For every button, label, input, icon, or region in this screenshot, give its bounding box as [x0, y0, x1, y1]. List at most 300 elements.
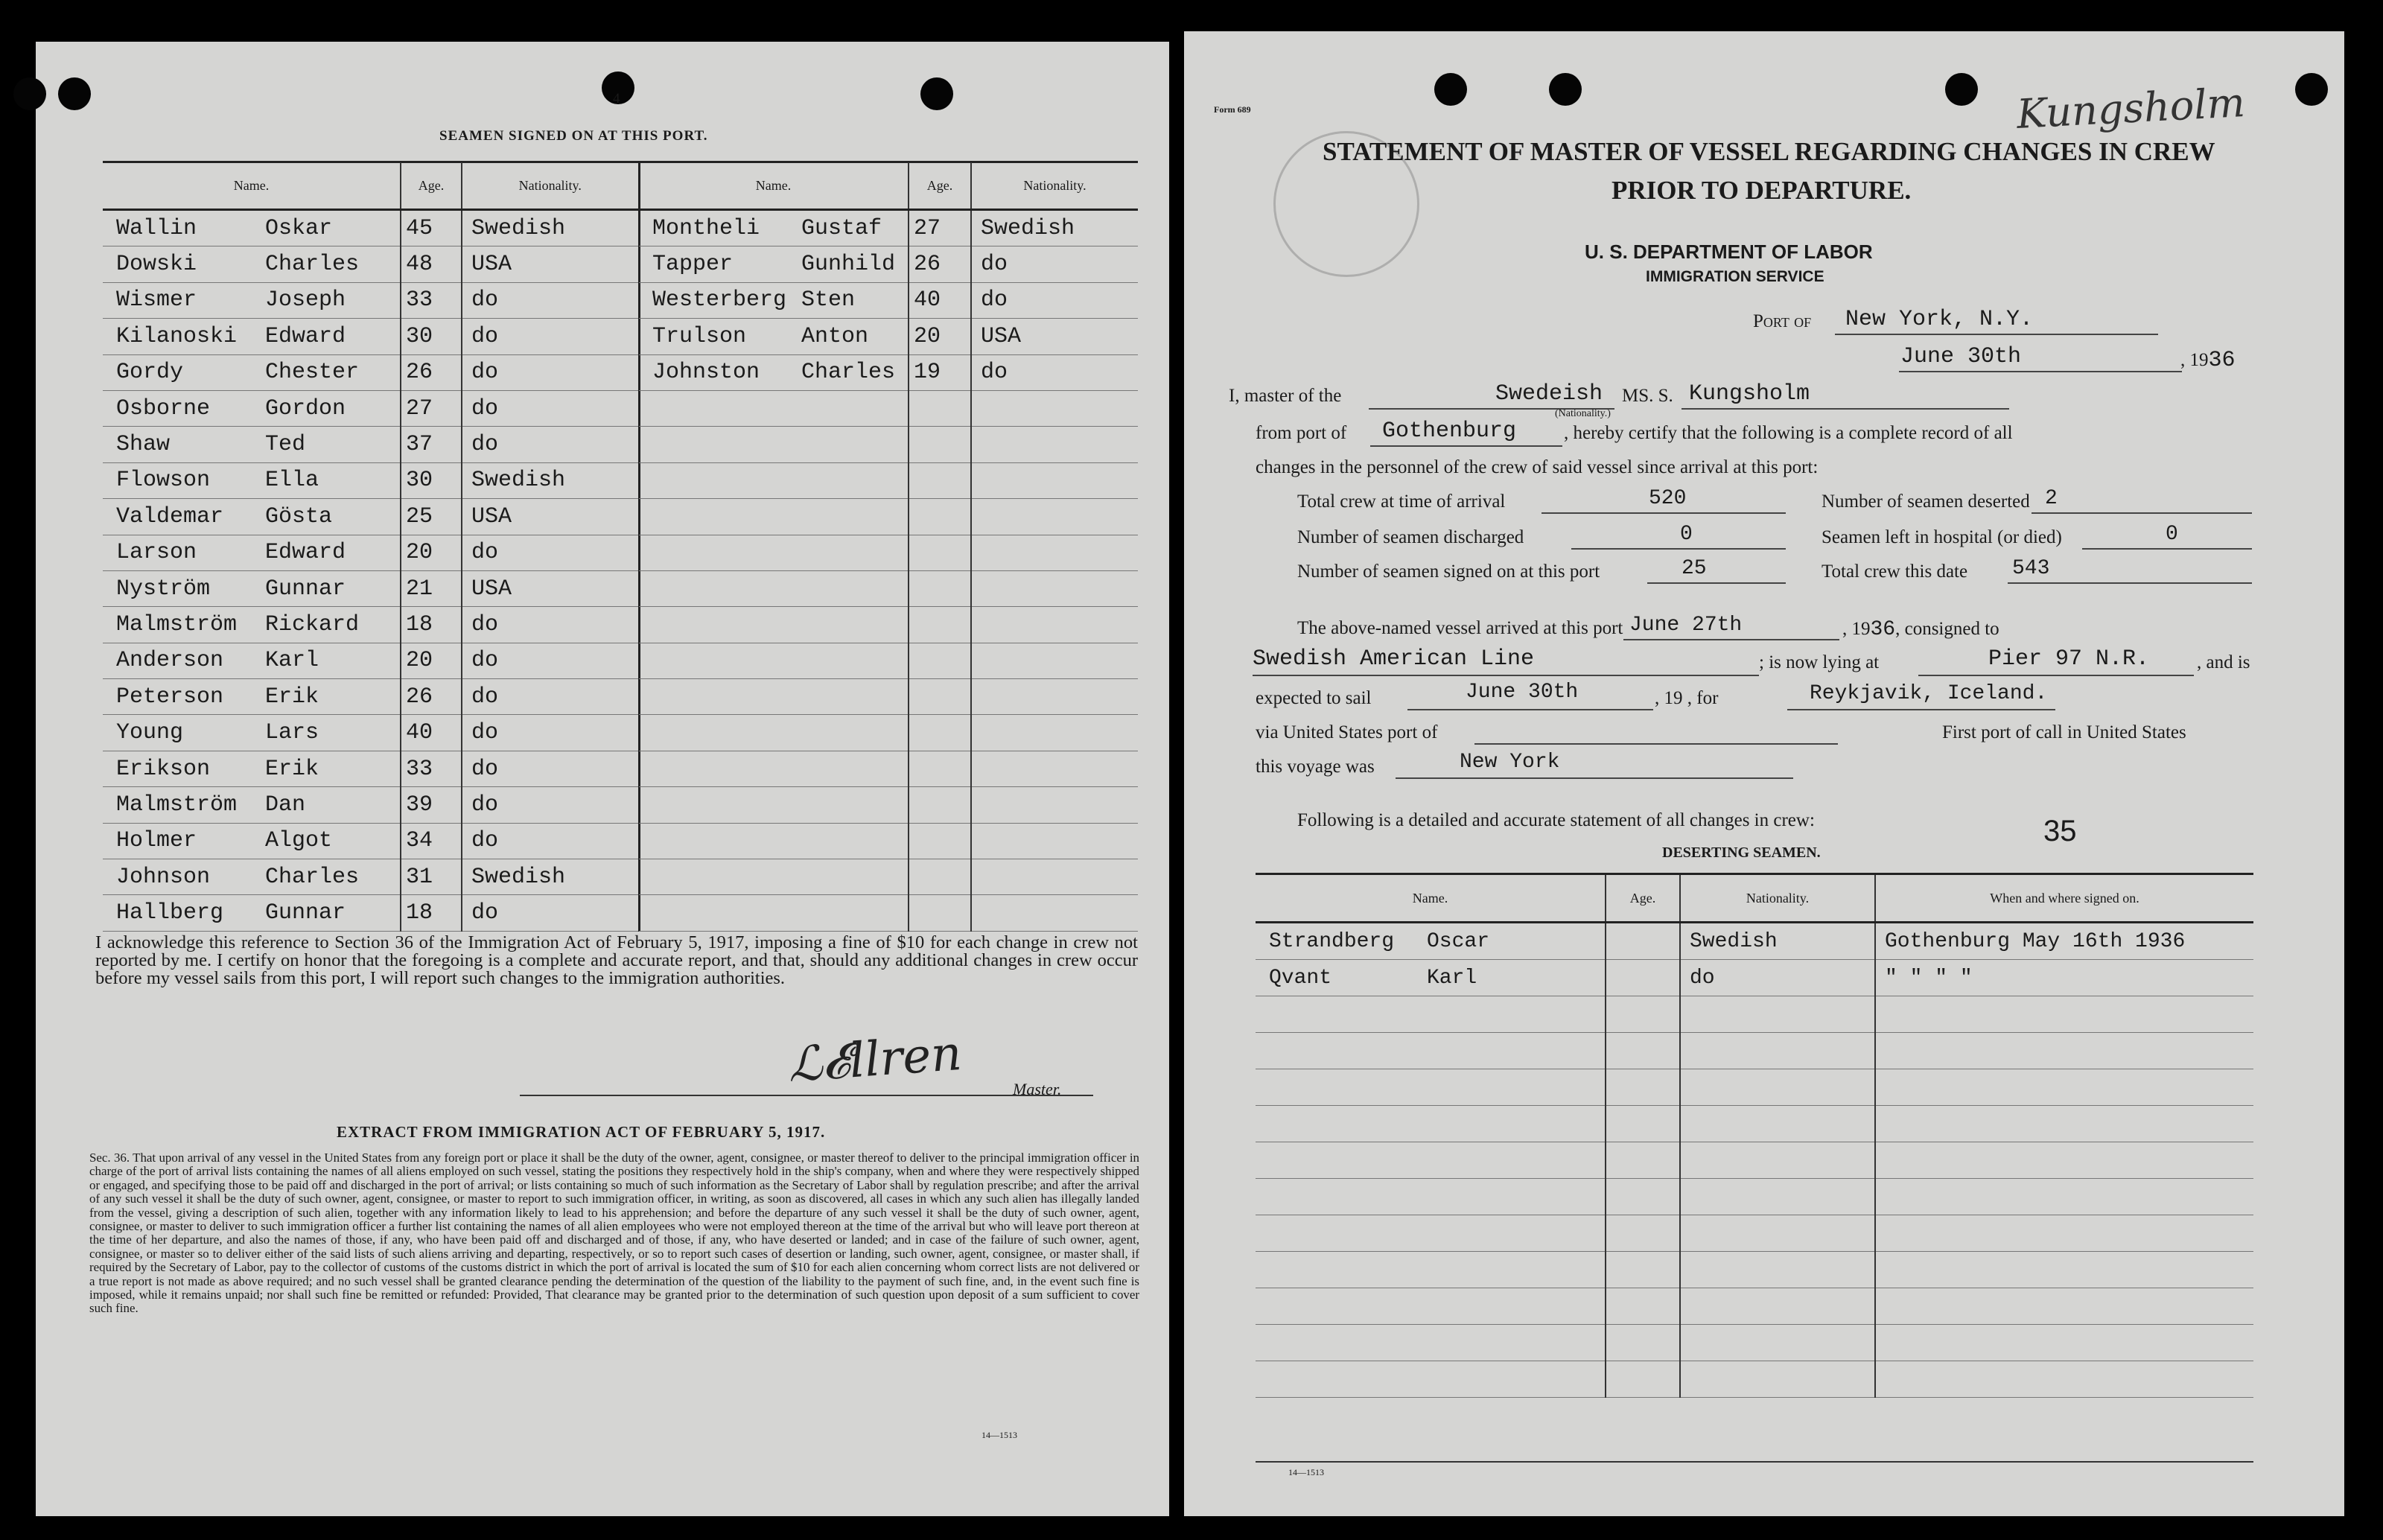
- last-name: Nyström: [116, 576, 211, 602]
- stat-deserted: 2: [2045, 487, 2058, 510]
- empty-cell: [1875, 1106, 2253, 1142]
- table-row: [639, 462, 1138, 498]
- stat-field: [2032, 489, 2252, 514]
- seaman-name: [103, 859, 401, 895]
- arrived-year: 36: [1870, 618, 1896, 641]
- voyage-field: [1396, 754, 1793, 779]
- empty-cell: [1875, 1288, 2253, 1325]
- from-port-label: from port of: [1256, 423, 1347, 443]
- table-row: [103, 751, 639, 786]
- extract-title: EXTRACT FROM IMMIGRATION ACT OF FEBRUARY 5, 1917.: [337, 1123, 826, 1141]
- first-name: Charles: [265, 252, 360, 278]
- stat-field: [1571, 524, 1786, 550]
- seaman-nationality: USA: [462, 499, 639, 535]
- empty-cell: [971, 499, 1138, 535]
- empty-cell: [1875, 1252, 2253, 1288]
- table-row: [639, 787, 1138, 823]
- seaman-nationality: do: [462, 679, 639, 715]
- seaman-nationality: do: [462, 715, 639, 751]
- empty-cell: [909, 679, 971, 715]
- empty-cell: [639, 751, 909, 786]
- lying-at-label: ; is now lying at: [1759, 652, 1880, 672]
- vessel-name: Kungsholm: [1689, 381, 1810, 407]
- seaman-nationality: do: [462, 787, 639, 823]
- last-name: Valdemar: [116, 503, 224, 529]
- empty-cell: [971, 751, 1138, 786]
- via-field: [1474, 719, 1838, 745]
- seaman-name: [103, 570, 401, 606]
- last-name: Erikson: [116, 756, 211, 782]
- empty-cell: [1606, 1069, 1680, 1106]
- table-row: [639, 535, 1138, 570]
- table-row: [1256, 1069, 2253, 1106]
- seaman-nationality: Swedish: [462, 859, 639, 895]
- first-name: Karl: [1427, 966, 1477, 990]
- table-row: [639, 679, 1138, 715]
- empty-cell: [971, 462, 1138, 498]
- empty-cell: [909, 643, 971, 678]
- empty-cell: [1680, 1215, 1875, 1252]
- empty-cell: [1875, 1361, 2253, 1398]
- seaman-name: [103, 282, 401, 318]
- first-name: Charles: [801, 360, 896, 386]
- empty-cell: [909, 499, 971, 535]
- empty-cell: [1606, 1252, 1680, 1288]
- stat-total-arrival: 520: [1649, 487, 1687, 510]
- table-row: [1256, 1106, 2253, 1142]
- empty-cell: [1606, 1361, 1680, 1398]
- stat-field: [1647, 559, 1786, 584]
- last-name: Trulson: [652, 323, 747, 349]
- empty-cell: [971, 643, 1138, 678]
- last-name: Young: [116, 720, 184, 746]
- seaman-name: [103, 679, 401, 715]
- last-name: Tapper: [652, 252, 734, 278]
- empty-cell: [639, 859, 909, 895]
- section-title: SEAMEN SIGNED ON AT THIS PORT.: [439, 128, 708, 144]
- table-row: [103, 715, 639, 751]
- stat-hospital: 0: [2166, 523, 2178, 546]
- signed-on-info: Gothenburg May 16th 1936: [1875, 923, 2253, 960]
- empty-cell: [1256, 1252, 1606, 1288]
- table-row: [1256, 1252, 2253, 1288]
- first-name: Gunnar: [265, 576, 346, 602]
- empty-cell: [639, 390, 909, 426]
- stat-discharged: 0: [1680, 523, 1693, 546]
- seaman-age: 21: [401, 570, 462, 606]
- deserting-title: DESERTING SEAMEN.: [1662, 844, 1821, 861]
- empty-cell: [1256, 1033, 1606, 1069]
- table-row: [103, 319, 639, 354]
- seaman-name: [103, 210, 401, 246]
- last-name: Montheli: [652, 215, 760, 241]
- handwritten-vessel-note: Kungsholm: [2015, 79, 2247, 138]
- empty-cell: [1606, 1033, 1680, 1069]
- empty-cell: [639, 535, 909, 570]
- table-row: [103, 462, 639, 498]
- table-row: [103, 787, 639, 823]
- signed-on-info: " " " ": [1875, 960, 2253, 996]
- table-row: [639, 859, 1138, 895]
- table-row: [1256, 960, 2253, 996]
- empty-cell: [1606, 1106, 1680, 1142]
- empty-cell: [1680, 996, 1875, 1033]
- seaman-name: [103, 246, 401, 282]
- empty-cell: [639, 787, 909, 823]
- seaman-nationality: do: [971, 354, 1138, 390]
- empty-cell: [1875, 996, 2253, 1033]
- seaman-name: [103, 499, 401, 535]
- first-name: Gunhild: [801, 252, 896, 278]
- margin-number: 35: [2043, 815, 2077, 847]
- empty-cell: [1606, 1179, 1680, 1215]
- last-name: Osborne: [116, 395, 211, 421]
- empty-cell: [971, 895, 1138, 931]
- table-row: [103, 427, 639, 462]
- first-name: Rickard: [265, 611, 360, 637]
- empty-cell: [639, 643, 909, 678]
- certify-text: , hereby certify that the following is a complete record of all: [1564, 423, 2013, 443]
- last-name: Larson: [116, 540, 197, 566]
- stat-label-discharged: Number of seamen discharged: [1297, 527, 1524, 547]
- extract-text: Sec. 36. That upon arrival of any vessel in the United States from any foreign port or place it shall be the duty of the owner, agent, consignee, or master thereof to deliver to the principal immigration officer in charge of the port of arrival lists containing the names of all aliens employed on such vessel, stating the positions they respectively hold in the ship's company, when and where they were respectively shipped or engaged, and specifying those to be paid off and discharged in the port of arrival; or lists containing so much of such information as the Secretary of Labor shall by regulation prescribe; and after the arrival of any such vessel it shall be the duty of such owner, agent, consignee, or master to report to such immigration officer, in writing, as soon as discovered, all cases in which any such alien has illegally landed from the vessel, giving a description of such alien, together with any information likely to lead to his apprehension; and before the departure of any such vessel it shall be the duty of such owner, agent, consignee, or master to deliver to such immigration officer a further list containing the names of all alien employees who were not employed thereon at the time of the arrival but who will leave port thereon at the time of her departure, and also the names of those, if any, who have been paid off and discharged and of those, if any, who have deserted or landed; and in case of the failure of such owner, agent, consignee, or master so to deliver either of the said lists of such aliens arriving and departing, respectively, or so to report such cases of desertion or landing, such owner, agent, consignee, or master shall, if required by the Secretary of Labor, pay to the collector of customs of the customs district in which the port of arrival is located the sum of $10 for each alien concerning whom correct lists are not delivered or a true report is not made as above required; and no such vessel shall be granted clearance pending the determination of the question of the liability to the payment of such fine, and, in the event such fine is imposed, while it remains unpaid; nor shall such fine be remitted or refunded: Provided, That clearance may be granted prior to the determination of such question upon deposit of a sum sufficient to cover such fine.: [89, 1151, 1139, 1316]
- empty-cell: [909, 427, 971, 462]
- column-header-nationality: Nationality.: [1680, 874, 1875, 923]
- seaman-age: 20: [909, 319, 971, 354]
- empty-cell: [971, 859, 1138, 895]
- first-name: Ted: [265, 432, 306, 458]
- last-name: Malmström: [116, 792, 238, 818]
- last-name: Shaw: [116, 432, 171, 458]
- seaman-nationality: Swedish: [462, 462, 639, 498]
- empty-cell: [1875, 1069, 2253, 1106]
- first-name: Gunnar: [265, 900, 346, 926]
- seaman-name: [103, 895, 401, 931]
- first-name: Dan: [265, 792, 306, 818]
- last-name: Dowski: [116, 252, 197, 278]
- seaman-nationality: do: [462, 319, 639, 354]
- seaman-nationality: do: [971, 282, 1138, 318]
- first-name: Lars: [265, 720, 319, 746]
- consignee-value: Swedish American Line: [1253, 646, 1535, 672]
- table-row: [1256, 1142, 2253, 1179]
- first-name: Oscar: [1427, 929, 1490, 953]
- punch-hole: [13, 77, 46, 110]
- column-header-nationality: Nationality.: [462, 162, 639, 210]
- empty-cell: [971, 823, 1138, 859]
- master-signature: ℒ𝓔llren: [786, 1025, 964, 1094]
- empty-cell: [1606, 1325, 1680, 1361]
- seaman-name: [103, 607, 401, 643]
- empty-cell: [1680, 1288, 1875, 1325]
- empty-cell: [971, 570, 1138, 606]
- empty-cell: [909, 462, 971, 498]
- seaman-age: 18: [401, 607, 462, 643]
- punch-hole: [1434, 73, 1467, 106]
- master-of-label: I, master of the: [1229, 386, 1342, 406]
- column-header-name: Name.: [103, 162, 401, 210]
- empty-cell: [909, 895, 971, 931]
- seaman-nationality: Swedish: [462, 210, 639, 246]
- form-title-line2: PRIOR TO DEPARTURE.: [1612, 176, 1912, 205]
- table-row: [639, 354, 1138, 390]
- seaman-age: 39: [401, 787, 462, 823]
- column-header-name: Name.: [639, 162, 909, 210]
- punch-hole: [2295, 73, 2328, 106]
- seaman-nationality: do: [1680, 960, 1875, 996]
- table-row: [1256, 1033, 2253, 1069]
- last-name: Malmström: [116, 611, 238, 637]
- table-row: [1256, 1179, 2253, 1215]
- left-page: [36, 42, 1169, 1516]
- last-name: Hallberg: [116, 900, 224, 926]
- via-label: via United States port of: [1256, 722, 1438, 742]
- seaman-age: 27: [909, 210, 971, 246]
- empty-cell: [909, 607, 971, 643]
- first-name: Gustaf: [801, 215, 882, 241]
- table-row: [639, 427, 1138, 462]
- seaman-name: [103, 354, 401, 390]
- seaman-age: 20: [401, 535, 462, 570]
- table-row: [1256, 996, 2253, 1033]
- last-name: Kilanoski: [116, 323, 238, 349]
- seaman-nationality: do: [462, 751, 639, 786]
- seaman-nationality: Swedish: [1680, 923, 1875, 960]
- deserting-seamen-table: [1256, 873, 2253, 1398]
- stat-label-total-arrival: Total crew at time of arrival: [1297, 491, 1506, 512]
- seaman-nationality: USA: [462, 246, 639, 282]
- crew-table-right: [639, 162, 1138, 932]
- seaman-age: 20: [401, 643, 462, 678]
- empty-cell: [1256, 1361, 1606, 1398]
- seaman-name: [103, 535, 401, 570]
- and-is-label: , and is: [2197, 652, 2250, 672]
- date-value: June 30th: [1900, 344, 2022, 369]
- date-year-prefix: , 19: [2180, 350, 2209, 370]
- seaman-nationality: do: [971, 246, 1138, 282]
- seaman-nationality: Swedish: [971, 210, 1138, 246]
- first-name: Joseph: [265, 287, 346, 314]
- empty-cell: [971, 535, 1138, 570]
- seaman-age: 40: [909, 282, 971, 318]
- stat-label-total-date: Total crew this date: [1822, 561, 1968, 582]
- destination-value: Reykjavik, Iceland.: [1810, 682, 2048, 705]
- last-name: Gordy: [116, 360, 184, 386]
- footer-code: 14—1513: [981, 1430, 1017, 1440]
- empty-cell: [1256, 1325, 1606, 1361]
- seaman-nationality: USA: [971, 319, 1138, 354]
- department: U. S. DEPARTMENT OF LABOR: [1585, 241, 1873, 263]
- column-header-age: Age.: [401, 162, 462, 210]
- table-row: [103, 859, 639, 895]
- seaman-age: [1606, 923, 1680, 960]
- seaman-name: [103, 715, 401, 751]
- table-row: [1256, 1215, 2253, 1252]
- last-name: Holmer: [116, 828, 197, 854]
- empty-cell: [1680, 1361, 1875, 1398]
- arrived-label: The above-named vessel arrived at this port: [1297, 618, 1623, 638]
- empty-cell: [909, 823, 971, 859]
- table-row: [1256, 923, 2253, 960]
- lying-at-value: Pier 97 N.R.: [1988, 646, 2150, 672]
- following-text: Following is a detailed and accurate statement of all changes in crew:: [1297, 810, 1815, 830]
- empty-cell: [639, 715, 909, 751]
- seaman-age: 18: [401, 895, 462, 931]
- table-row: [103, 895, 639, 931]
- arrived-value: June 27th: [1629, 614, 1743, 637]
- table-row: [639, 715, 1138, 751]
- empty-cell: [1680, 1069, 1875, 1106]
- nationality-value: Swedeish: [1495, 381, 1603, 407]
- empty-cell: [639, 499, 909, 535]
- punch-hole: [920, 77, 953, 110]
- empty-cell: [1875, 1033, 2253, 1069]
- empty-cell: [1680, 1252, 1875, 1288]
- stat-total-date: 543: [2012, 557, 2050, 580]
- seaman-age: 33: [401, 751, 462, 786]
- punch-hole: [1945, 73, 1978, 106]
- table-row: [639, 643, 1138, 678]
- last-name: Johnson: [116, 864, 211, 890]
- bottom-rule: [1256, 1461, 2253, 1463]
- seaman-age: 30: [401, 319, 462, 354]
- empty-cell: [639, 607, 909, 643]
- voyage-label: this voyage was: [1256, 757, 1375, 777]
- seaman-name: [103, 319, 401, 354]
- first-name: Edward: [265, 323, 346, 349]
- table-row: [639, 607, 1138, 643]
- empty-cell: [1680, 1142, 1875, 1179]
- seaman-nationality: do: [462, 607, 639, 643]
- table-row: [103, 499, 639, 535]
- master-label: Master.: [1013, 1080, 1062, 1098]
- seaman-nationality: do: [462, 643, 639, 678]
- table-row: [103, 246, 639, 282]
- seaman-age: 26: [909, 246, 971, 282]
- last-name: Westerberg: [652, 287, 787, 314]
- last-name: Qvant: [1269, 966, 1332, 990]
- table-row: [103, 823, 639, 859]
- expected-label: expected to sail: [1256, 688, 1372, 708]
- seaman-age: 26: [401, 679, 462, 715]
- empty-cell: [971, 715, 1138, 751]
- first-name: Sten: [801, 287, 856, 314]
- seaman-name: [103, 787, 401, 823]
- table-row: [1256, 1288, 2253, 1325]
- seaman-name: [1256, 923, 1606, 960]
- empty-cell: [1606, 1288, 1680, 1325]
- last-name: Strandberg: [1269, 929, 1395, 953]
- seaman-age: 45: [401, 210, 462, 246]
- seaman-age: 26: [401, 354, 462, 390]
- seaman-name: [639, 354, 909, 390]
- last-name: Flowson: [116, 468, 211, 494]
- seaman-nationality: do: [462, 354, 639, 390]
- table-row: [639, 246, 1138, 282]
- acknowledgement-text: I acknowledge this reference to Section 36 of the Immigration Act of February 5, 1917, imposing a fine of $10 for each change in crew not reported by me. I certify on honor that the foregoing is a complete and accurate report, and that, should any additional changes in crew occur before my vessel sails from this port, I will report such changes to the immigration authorities.: [95, 932, 1138, 988]
- table-row: [103, 210, 639, 246]
- table-row: [103, 643, 639, 678]
- changes-text: changes in the personnel of the crew of said vessel since arrival at this port:: [1256, 457, 1819, 477]
- seaman-name: [103, 823, 401, 859]
- first-name: Chester: [265, 360, 360, 386]
- last-name: Peterson: [116, 684, 224, 710]
- table-row: [639, 390, 1138, 426]
- last-name: Johnston: [652, 360, 760, 386]
- first-name: Oskar: [265, 215, 333, 241]
- signature-line: [520, 1095, 1093, 1096]
- stat-label-hospital: Seamen left in hospital (or died): [1822, 527, 2062, 547]
- seaman-nationality: do: [462, 390, 639, 426]
- first-name: Edward: [265, 540, 346, 566]
- seaman-age: [1606, 960, 1680, 996]
- service: IMMIGRATION SERVICE: [1646, 268, 1824, 285]
- seaman-nationality: do: [462, 282, 639, 318]
- empty-cell: [1680, 1033, 1875, 1069]
- seaman-nationality: do: [462, 535, 639, 570]
- right-page: [1184, 31, 2344, 1516]
- column-header-name: Name.: [1256, 874, 1606, 923]
- table-row: [639, 751, 1138, 786]
- seaman-age: 48: [401, 246, 462, 282]
- seaman-age: 30: [401, 462, 462, 498]
- stat-signed-on: 25: [1682, 557, 1707, 580]
- table-row: [639, 823, 1138, 859]
- from-port-value: Gothenburg: [1382, 419, 1517, 444]
- seaman-name: [103, 462, 401, 498]
- empty-cell: [639, 823, 909, 859]
- empty-cell: [1875, 1179, 2253, 1215]
- table-row: [639, 895, 1138, 931]
- empty-cell: [639, 679, 909, 715]
- empty-cell: [639, 570, 909, 606]
- column-header-signed-on: When and where signed on.: [1875, 874, 2253, 923]
- empty-cell: [1680, 1179, 1875, 1215]
- table-row: [103, 570, 639, 606]
- empty-cell: [1256, 1288, 1606, 1325]
- nationality-caption: (Nationality.): [1555, 408, 1611, 419]
- empty-cell: [1256, 1106, 1606, 1142]
- empty-cell: [971, 787, 1138, 823]
- first-call-label: First port of call in United States: [1942, 722, 2186, 742]
- seaman-age: 33: [401, 282, 462, 318]
- arrived-year-prefix: , 19: [1842, 619, 1871, 639]
- seaman-nationality: do: [462, 895, 639, 931]
- consigned-label: , consigned to: [1895, 619, 1999, 639]
- empty-cell: [971, 390, 1138, 426]
- voyage-value: New York: [1460, 751, 1560, 774]
- port-value: New York, N.Y.: [1845, 307, 2034, 332]
- last-name: Anderson: [116, 648, 224, 674]
- empty-cell: [1606, 996, 1680, 1033]
- form-number: Form 689: [1214, 104, 1251, 115]
- form-title-line1: STATEMENT OF MASTER OF VESSEL REGARDING CHANGES IN CREW: [1323, 137, 2215, 166]
- seaman-age: 34: [401, 823, 462, 859]
- seaman-name: [103, 427, 401, 462]
- seaman-age: 31: [401, 859, 462, 895]
- first-name: Ella: [265, 468, 319, 494]
- empty-cell: [1875, 1142, 2253, 1179]
- empty-cell: [971, 427, 1138, 462]
- date-year: 36: [2208, 348, 2236, 373]
- empty-cell: [909, 535, 971, 570]
- first-name: Gösta: [265, 503, 333, 529]
- punch-hole: [58, 77, 91, 110]
- page-number: 4: [613, 91, 620, 106]
- port-label: Port of: [1753, 311, 1812, 331]
- table-row: [639, 319, 1138, 354]
- seaman-name: [639, 210, 909, 246]
